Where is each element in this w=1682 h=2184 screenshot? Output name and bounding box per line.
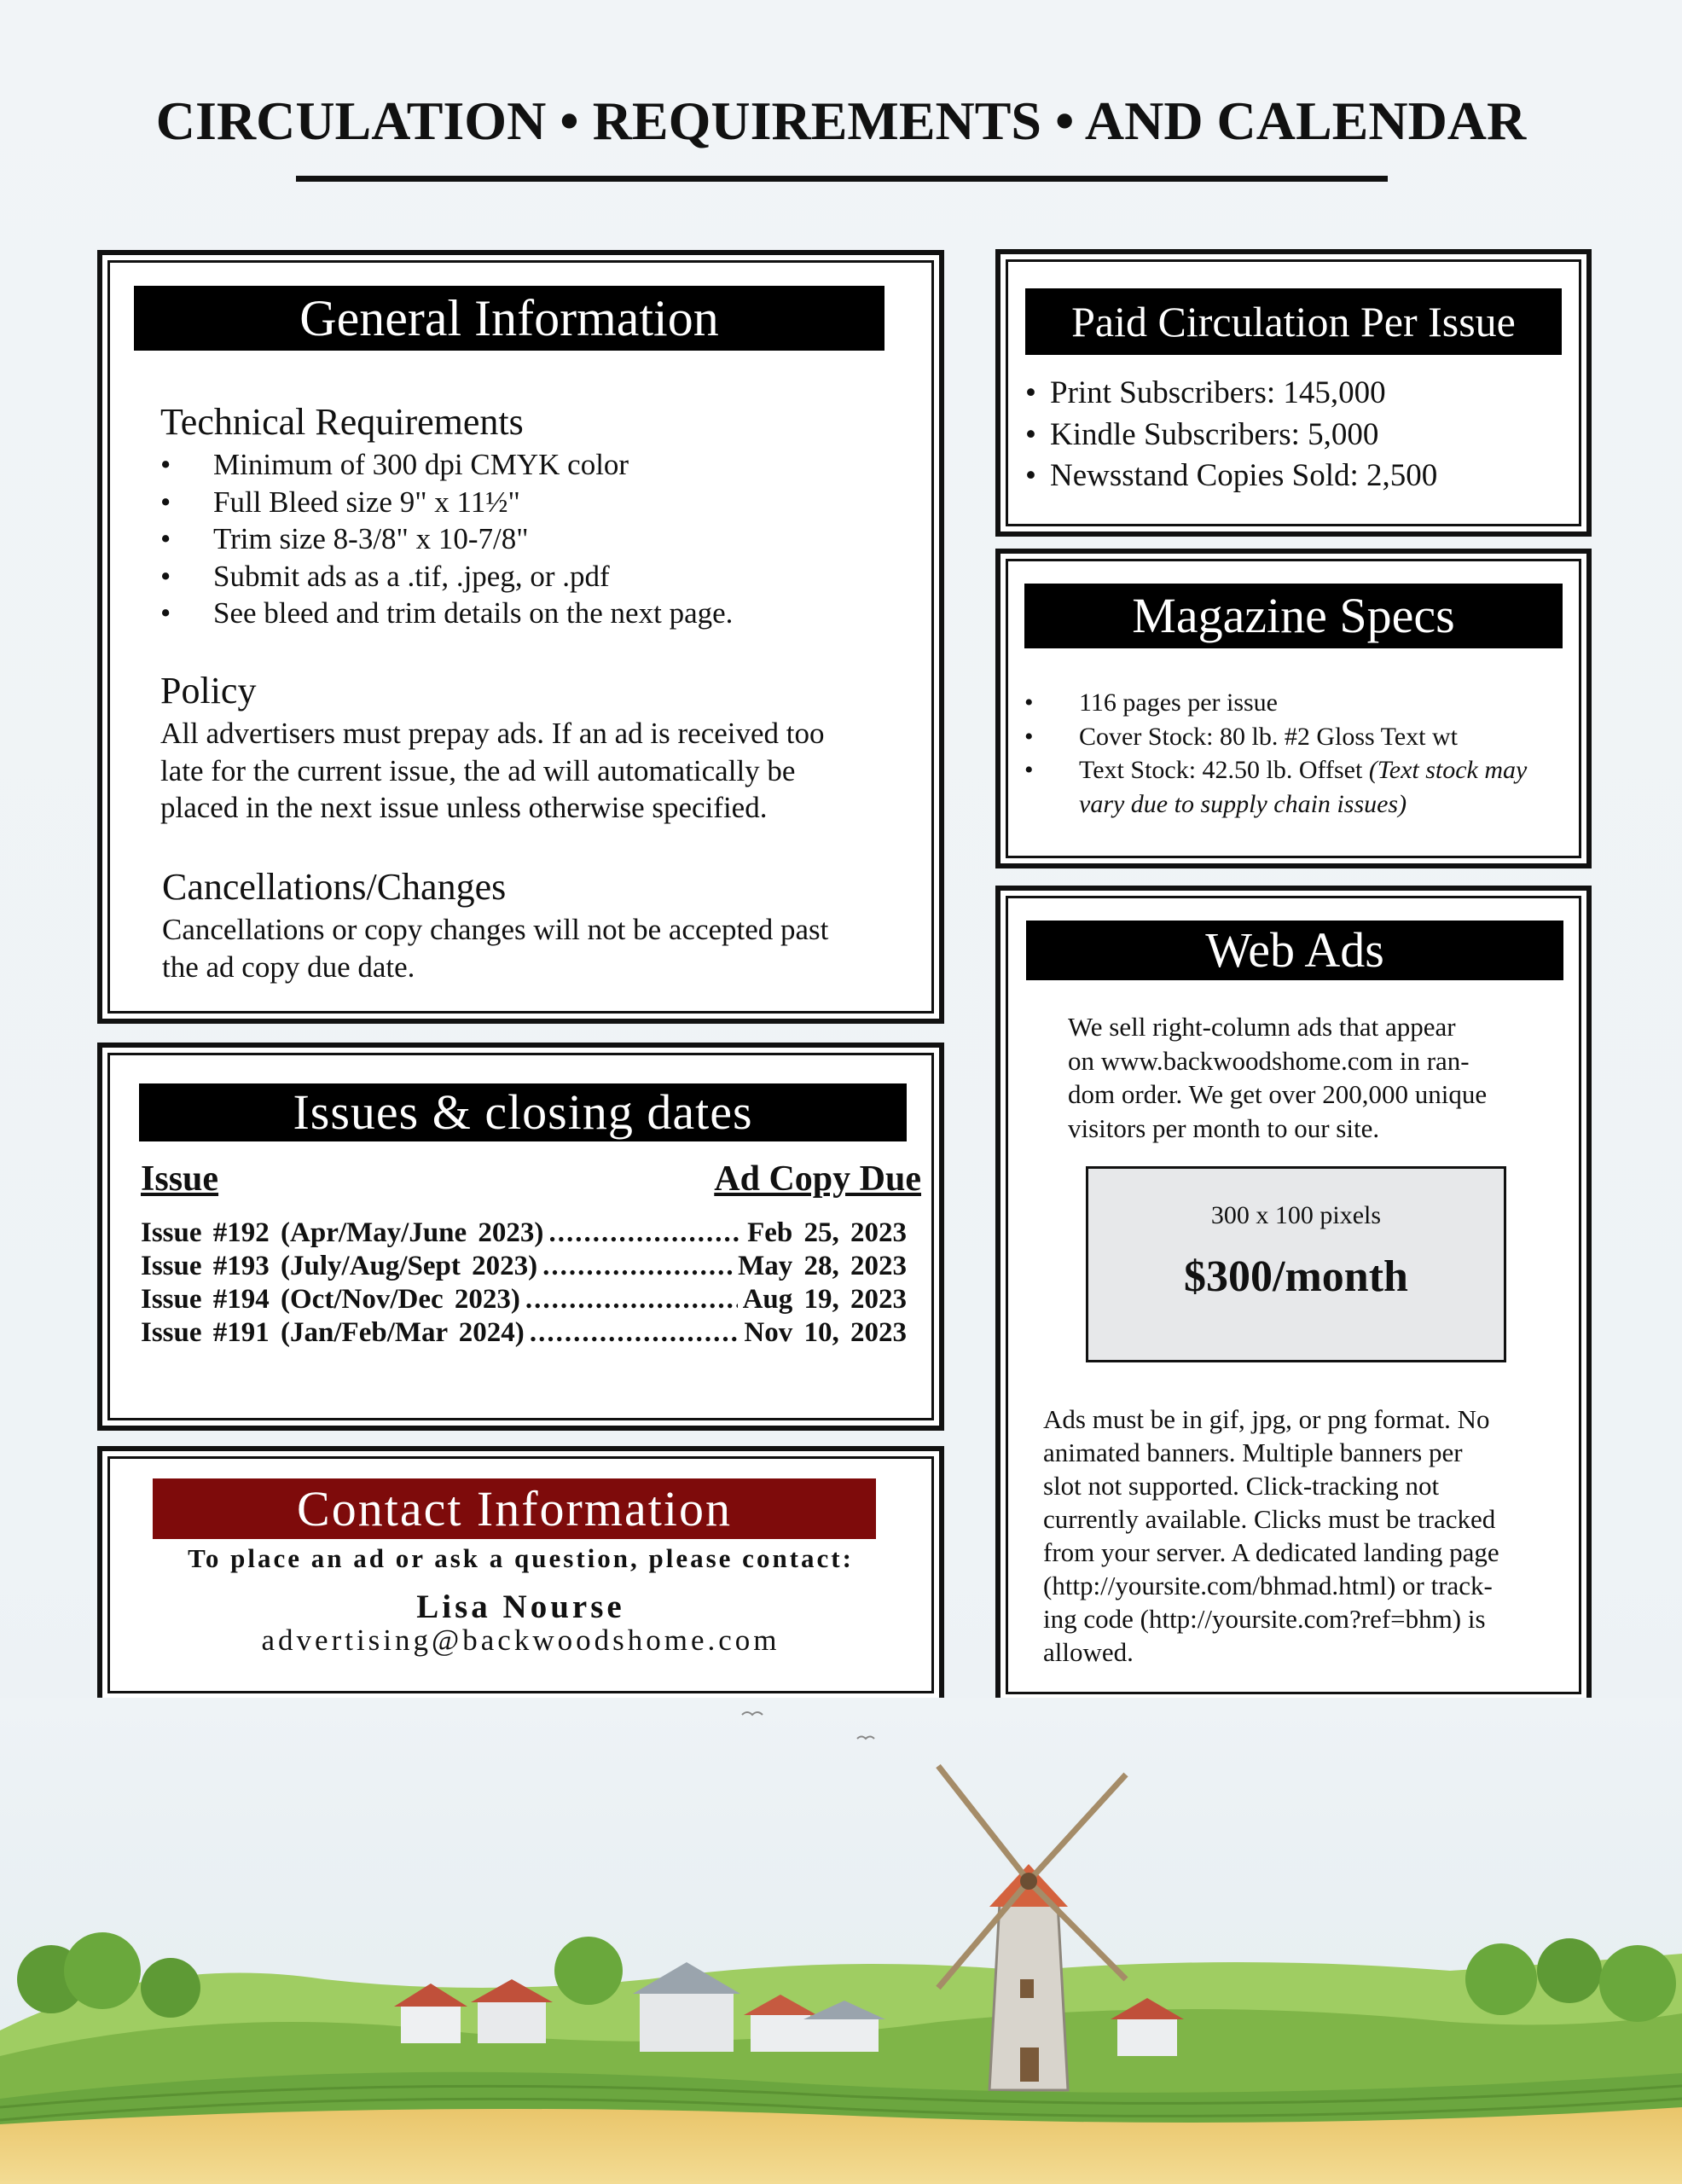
table-row [141,1316,907,1350]
technical-requirements-list [160,446,733,632]
list-item: • 116 pages per issue [1024,686,1570,720]
contact-name: Lisa Nourse [416,1589,625,1625]
paid-circulation-heading: Paid Circulation Per Issue [1025,288,1562,355]
magazine-specs-heading: Magazine Specs [1024,584,1563,648]
policy-title: Policy [160,670,257,712]
list-item: • See bleed and trim details on the next page. [160,595,733,632]
issue-name: Issue #193 (July/Aug/Sept 2023) [141,1251,538,1281]
list-item: • Kindle Subscribers: 5,000 [1025,415,1437,456]
specs-list [1024,686,1570,821]
due-date: Nov 10, 2023 [744,1317,907,1348]
text-line: currently available. Clicks must be tracked [1043,1504,1496,1534]
list-item: • Minimum of 300 dpi CMYK color [160,446,733,484]
policy-text [160,715,825,827]
spec-text: Text Stock: 42.50 lb. Offset [1079,756,1363,784]
text-line: animated banners. Multiple banners per [1043,1438,1463,1467]
due-date: Aug 19, 2023 [742,1284,907,1315]
contact-heading: Contact Information [153,1478,876,1539]
cancellations-text [162,911,828,985]
list-item: • Cover Stock: 80 lb. #2 Gloss Text wt [1024,720,1570,754]
title-rule [296,176,1388,182]
issue-name: Issue #191 (Jan/Feb/Mar 2024) [141,1317,525,1348]
text-line: allowed. [1043,1637,1134,1667]
technical-requirements-title: Technical Requirements [160,401,524,443]
spec-note: (Text stock may [1368,756,1528,784]
due-date: May 28, 2023 [738,1251,907,1281]
ad-dimensions: 300 x 100 pixels [1210,1201,1382,1229]
text-line: slot not supported. Click-tracking not [1043,1471,1440,1501]
circulation-list [1025,373,1437,497]
paid-circulation-panel [995,249,1592,537]
list-item: • Print Subscribers: 145,000 [1025,373,1437,415]
text-line: from your server. A dedicated landing page [1043,1537,1499,1567]
spec-note: vary due to supply chain issues) [1079,789,1407,818]
table-row [141,1250,907,1283]
web-ads-heading: Web Ads [1026,921,1563,980]
table-row [141,1217,907,1250]
text-line: Ads must be in gif, jpg, or png format. No [1043,1404,1490,1434]
contact-prompt: To place an ad or ask a question, please contact: [188,1543,854,1573]
web-ads-rules [1043,1403,1555,1669]
issue-schedule [141,1217,907,1350]
general-information-heading: General Information [134,286,884,351]
text-line: late for the current issue, the ad will automatically be [160,753,796,787]
page-title: CIRCULATION • REQUIREMENTS • AND CALENDAR [155,90,1527,151]
dot-leader [542,1250,733,1283]
text-line: visitors per month to our site. [1068,1112,1380,1143]
dot-leader [548,1217,742,1250]
text-line: We sell right-column ads that appear [1068,1012,1456,1042]
web-ads-panel [995,886,1592,1705]
text-line: the ad copy due date. [162,950,415,984]
general-information-panel [97,250,944,1024]
ad-copy-due-column-header: Ad Copy Due [714,1159,921,1199]
list-item: • Trim size 8-3/8" x 10-7/8" [160,520,733,558]
magazine-specs-panel [995,549,1592,868]
issue-name: Issue #194 (Oct/Nov/Dec 2023) [141,1284,520,1315]
due-date: Feb 25, 2023 [747,1217,907,1248]
countryside-windmill-illustration [0,1698,1682,2184]
text-line: All advertisers must prepay ads. If an ad is received too [160,717,825,750]
issues-heading: Issues & closing dates [139,1083,907,1141]
text-line: Cancellations or copy changes will not be accepted past [162,913,829,946]
dot-leader [530,1316,740,1350]
cancellations-title: Cancellations/Changes [162,866,507,908]
text-line: dom order. We get over 200,000 unique [1068,1079,1488,1109]
list-item: • Newsstand Copies Sold: 2,500 [1025,456,1437,497]
contact-information-panel [97,1446,944,1704]
dot-leader [525,1283,738,1316]
text-line: placed in the next issue unless otherwise specified. [160,791,768,824]
table-row [141,1283,907,1316]
web-ad-price-box [1086,1166,1506,1362]
ad-price: $300/month [1184,1252,1408,1301]
text-line: on www.backwoodshome.com in ran- [1068,1045,1470,1076]
text-line: (http://yoursite.com/bhmad.html) or track- [1043,1571,1493,1600]
web-ads-intro [1068,1010,1546,1145]
issue-name: Issue #192 (Apr/May/June 2023) [141,1217,544,1248]
text-line: ing code (http://yoursite.com?ref=bhm) is [1043,1604,1486,1634]
issues-closing-dates-panel [97,1043,944,1431]
list-item: • Full Bleed size 9" x 11½" [160,484,733,521]
issue-column-header: Issue [141,1159,219,1199]
list-item: • Submit ads as a .tif, .jpeg, or .pdf [160,558,733,595]
list-item [1024,753,1570,821]
contact-email-link[interactable]: advertising@backwoodshome.com [261,1623,780,1657]
